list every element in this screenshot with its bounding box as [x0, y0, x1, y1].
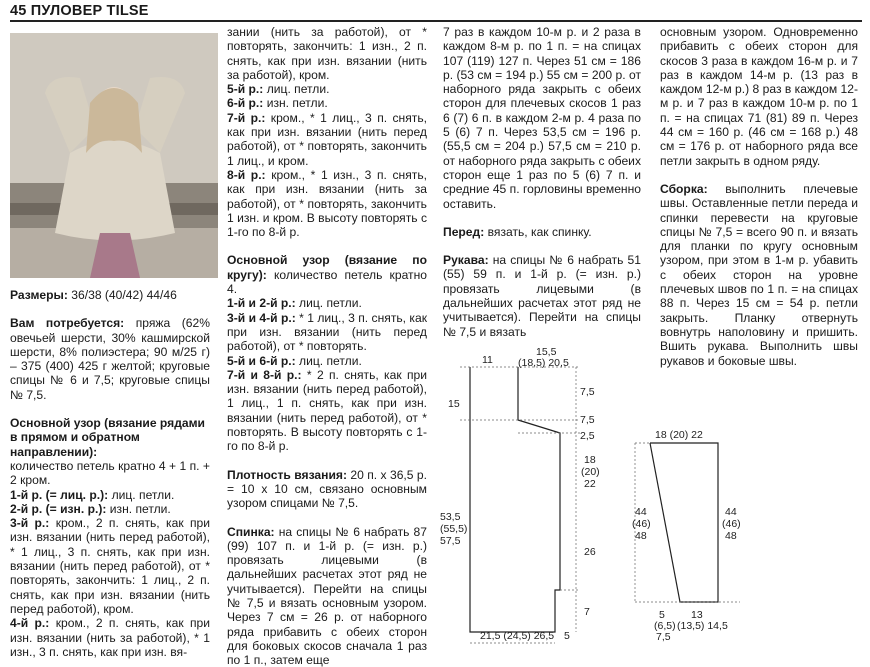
col2-continuation: зании (нить за работой), от * повторять, закончить: 1 изн., 2 п. снять, как при изн. вязании (нить за работой), кром. — [227, 25, 427, 82]
dim-left-575: 57,5 — [440, 535, 461, 547]
back-label: Спинка: — [227, 525, 275, 539]
sleeve-dim-right-48: 48 — [725, 530, 737, 542]
dim-top-right-2: (18,5) 20,5 — [518, 357, 569, 369]
sleeve-dim-bottom-75: 7,5 — [656, 631, 671, 643]
dim-right-75a: 7,5 — [580, 386, 595, 398]
sleeve-text: на спицы № 6 набрать 51 (55) 59 п. и 1-й р. (= изн. р.) провязать лицевыми (в дальнейших расчетах этот ряд не учитывается). Перейти на спицы № 7,5 и вязать — [443, 253, 641, 338]
sizes-label: Размеры: — [10, 288, 68, 302]
row3-text: кром., 2 п. снять, как при изн. вязании (нить перед работой), * 1 лиц., 3 п. снять, как при изн. вязании (нить перед работой), от * повторять, закончить: 1 лиц., 2 п. снять, как при изн. вязании (нить перед работой), кром. — [10, 516, 210, 616]
round-r12-text: лиц. петли. — [299, 296, 362, 310]
back-text: на спицы № 6 набрать 87 (99) 107 п. и 1-й р. (= изн. р.) провязать лицевыми (в дальнейших расчетах этот ряд не учитывается). Перейти на спицы № 7,5 и вязать основным узором. Через 7 см = 26 р. от наборного ряда прибавить с обеих сторон для боковых скосов сначала 1 раз по 1 п., затем еще — [227, 525, 427, 667]
round-pattern-intro: количество петель кратно 4. — [227, 268, 427, 296]
model-photo — [10, 33, 218, 278]
sleeve-dim-right-46: (46) — [722, 518, 741, 530]
dim-bottom-5: 5 — [564, 630, 570, 642]
sleeve-dim-left-48: 48 — [635, 530, 647, 542]
col4-continuation: основным узором. Одновременно прибавить с обеих сторон для скосов 3 раза в каждом 16-м р. и 7 раз в каждом 14-м р. (13 раз в каждом 12-м р.) 8 раз в каждом 12-м р. и 7 раз в каждом 10-м р. по 1 п. = на спицах 71 (81) 89 п. Через 44 см = 160 р. (46 см = 168 р.) 48 см = 176 р. от наборного ряда все петли закрыть в одном ряду. — [660, 25, 858, 168]
round-r12-label: 1-й и 2-й р.: — [227, 296, 296, 310]
row7-label: 7-й р.: — [227, 111, 265, 125]
round-r78-text: * 2 п. снять, как при изн. вязании (нить перед работой), 1 лиц., 1 п. снять, как при изн. вязании (нить перед работой), от * повторять. В высоту повторять с 1-го по 8-й р. — [227, 368, 427, 453]
column-1 — [10, 288, 210, 659]
dim-top-left: 11 — [482, 354, 493, 366]
sleeve-dim-left-46: (46) — [632, 518, 651, 530]
dim-left-535: 53,5 — [440, 511, 461, 523]
body-schematic — [440, 345, 610, 645]
body-outline — [470, 367, 560, 632]
sleeve-dim-bottom-135: (13,5) 14,5 — [677, 620, 728, 632]
sleeve-schematic — [625, 425, 755, 645]
dim-right-18: 18 — [584, 454, 596, 466]
dim-left-15: 15 — [448, 398, 460, 410]
col3-continuation: 7 раз в каждом 10-м р. и 2 раза в каждом 8-м р. по 1 п. = на спицах 107 (119) 127 п. Через 51 см = 186 р. (53 см = 194 р.) 55 см = 200 р. от наборного ряда закрыть с обеих сторон для плечевых скосов 1 раз 6 (7) 6 п. в каждом 2-м р. 4 раза по 5 (6) 7 п. Через 53,5 см = 196 р. (55,5 см = 204 р.) 57,5 см = 210 р. от наборного ряда закрыть с обеих сторон еще 1 раз по 5 (6) 7 п. и средние 45 п. горловины временно оставить. — [443, 25, 641, 211]
row1-label: 1-й р. (= лиц. р.): — [10, 488, 108, 502]
sleeve-dim-right-44: 44 — [725, 506, 737, 518]
assembly-text: выполнить плечевые швы. Оставленные петли переда и спинки перевести на круговые спицы № 7,5 = всего 90 п. и вязать для планки по кругу основным узором, при этом в 1-м р. убавить с обеих сторон на уровне плечевых швов по 1 п. = на спицах 88 п. Через 15 см = 54 р. петли закрыть. Планку отвернуть вовнутрь наполовину и пришить. Вшить рукава. Выполнить швы рукавов и боковые швы. — [660, 182, 858, 368]
front-text: вязать, как спинку. — [488, 225, 592, 239]
round-r78-label: 7-й и 8-й р.: — [227, 368, 302, 382]
column-4 — [660, 25, 858, 368]
assembly-label: Сборка: — [660, 182, 708, 196]
round-r34-text: * 1 лиц., 3 п. снять, как при изн. вязании (нить перед работой), от * повторять. — [227, 311, 427, 354]
pattern-heading: Основной узор (вязание рядами в прямом и обратном направлении): — [10, 416, 210, 459]
sleeve-label: Рукава: — [443, 253, 489, 267]
dim-right-22: 22 — [584, 478, 596, 490]
dim-bottom: 21,5 (24,5) 26,5 — [480, 630, 554, 642]
round-r34-label: 3-й и 4-й р.: — [227, 311, 296, 325]
materials-text: пряжа (62% овечьей шерсти, 30% кашмирской шерсти, 8% полиэстера; 90 м/25 г) – 375 (400) 425 г желтой; круговые спицы № 6 и 7,5; круговые спицы № 7,5. — [10, 316, 210, 401]
dim-left-555: (55,5) — [440, 523, 467, 535]
sleeve-dim-bottom-13: 13 — [691, 609, 703, 621]
row7-text: кром., * 1 лиц., 3 п. снять, как при изн. вязании (нить перед работой), от * повторять, закончить 1 лиц., и кром. — [227, 111, 427, 168]
pattern-intro: количество петель кратно 4 + 1 п. + 2 кром. — [10, 459, 210, 488]
materials-label: Вам потребуется: — [10, 316, 124, 330]
row2-text: изн. петли. — [110, 502, 171, 516]
row6-label: 6-й р.: — [227, 96, 263, 110]
density-label: Плотность вязания: — [227, 468, 347, 482]
sleeve-dim-bottom-5: 5 — [659, 609, 665, 621]
sleeve-dim-bottom-65: (6,5) — [654, 620, 676, 632]
dim-right-20: (20) — [581, 466, 600, 478]
row5-text: лиц. петли. — [267, 82, 330, 96]
round-r56-label: 5-й и 6-й р.: — [227, 354, 296, 368]
row2-label: 2-й р. (= изн. р.): — [10, 502, 106, 516]
row4-text: кром., 2 п. снять, как при изн. вязании (нить за работой), * 1 изн., 3 п. снять, как при изн. вя- — [10, 616, 210, 659]
row4-label: 4-й р.: — [10, 616, 49, 630]
sleeve-dim-left-44: 44 — [635, 506, 647, 518]
row3-label: 3-й р.: — [10, 516, 49, 530]
column-3 — [443, 25, 641, 339]
row1-text: лиц. петли. — [112, 488, 175, 502]
column-2 — [227, 25, 427, 667]
dim-right-7: 7 — [584, 606, 590, 618]
sizes-value: 36/38 (40/42) 44/46 — [71, 288, 177, 302]
model-photo-illustration — [10, 33, 218, 278]
dim-right-25: 2,5 — [580, 430, 595, 442]
row8-text: кром., * 1 изн., 3 п. снять, как при изн. вязании (нить за работой), от * повторять, закончить 1 изн. и кром. В высоту повторять с 1-го по 8-й р. — [227, 168, 427, 239]
dim-right-75b: 7,5 — [580, 414, 595, 426]
row6-text: изн. петли. — [267, 96, 328, 110]
dim-top-right-1: 15,5 — [536, 346, 557, 358]
sleeve-outline — [650, 443, 718, 602]
round-pattern-heading: Основной узор (вязание по кругу): — [227, 253, 427, 281]
row8-label: 8-й р.: — [227, 168, 266, 182]
front-label: Перед: — [443, 225, 484, 239]
density-text: 20 п. х 36,5 р. = 10 х 10 см, связано основным узором спицами № 7,5. — [227, 468, 427, 511]
sleeve-dim-top: 18 (20) 22 — [655, 429, 703, 441]
dim-right-26: 26 — [584, 546, 596, 558]
title-rule — [10, 20, 862, 22]
round-r56-text: лиц. петли. — [299, 354, 362, 368]
page-title: 45 ПУЛОВЕР TILSE — [10, 3, 149, 19]
row5-label: 5-й р.: — [227, 82, 263, 96]
